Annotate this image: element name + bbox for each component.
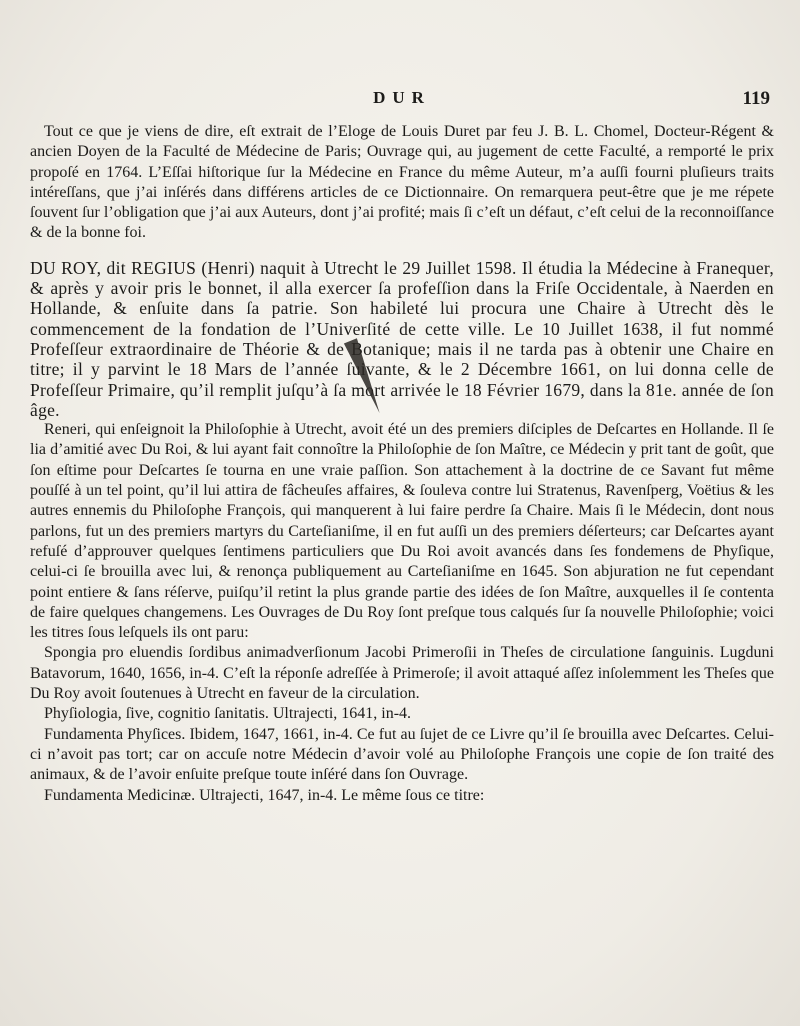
work-spongia: Spongia pro eluendis ſordibus animadverſionum Jacobi Primeroſii in Theſes de circulatione ſanguinis. Lugduni Batavorum, 1640, 1656, in-4. C’eſt la réponſe adreſſée à Primeroſe; il avoit attaqué aſſez inſolemment les Theſes que Du Roy avoit ſoutenues à Utrecht en faveur de la circulation.: [30, 644, 774, 703]
entry-du-roy: DU ROY, dit REGIUS (Henri) naquit à Utrecht le 29 Juillet 1598. Il étudia la Médecine à Franequer, & après y avoir pris le bonnet, il alla exercer ſa profeſſion dans la Friſe Occidentale, à Naerden en Hollande, & enſuite dans ſa patrie. Son habileté lui procura une Chaire à Utrecht dès le commencement de la fondation de l’Univerſité de cette ville. Le 10 Juillet 1638, il fut nommé Profeſſeur extraordinaire de Théorie & de Botanique; mais il ne tarda pas à obtenir une Chaire en titre; il y parvint le 18 Mars de l’année ſuivante, & le 2 Décembre 1661, on lui donna celle de Profeſſeur Primaire, qu’il remplit juſqu’à ſa mort arrivée le 18 Février 1679, dans la 81e. année de ſon âge.: [30, 257, 774, 420]
running-head: [30, 88, 774, 116]
work-physiologia: Phyſiologia, ſive, cognitio ſanitatis. Ultrajecti, 1641, in-4.: [44, 705, 412, 723]
work-fundamenta-medicinae: Fundamenta Medicinæ. Ultrajecti, 1647, in-4. Le même ſous ce titre:: [44, 786, 485, 804]
paragraph-eloge-source: Tout ce que je viens de dire, eſt extrait de l’Eloge de Louis Duret par feu J. B. L. Chomel, Docteur-Régent & ancien Doyen de la Faculté de Médecine de Paris; Ouvrage qui, au jugement de cette Faculté, a remporté le prix propoſé en 1764. L’Eſſai hiſtorique ſur la Médecine en France du même Auteur, m’a auſſi fourni pluſieurs traits intéreſſans, que j’ai inſérés dans différens articles de ce Dictionnaire. On remarquera peut-être que je me répete ſouvent ſur l’obligation que j’ai aux Auteurs, dont j’ai profité; mais ſi c’eſt un défaut, c’eſt celui de la reconnoiſſance & de la bonne foi.: [30, 123, 774, 242]
entry-separator: [30, 244, 774, 258]
work-fundamenta-physices: Fundamenta Phyſices. Ibidem, 1647, 1661, in-4. Ce fut au ſujet de ce Livre qu’il ſe brouilla avec Deſcartes. Celui-ci n’avoit pas tort; car on accuſe notre Médecin d’avoir volé au Philoſophe François une copie de ſon traité des animaux, & de l’avoir enſuite preſque toute inſéré dans ſon Ouvrage.: [30, 725, 774, 784]
paragraph-reneri: Reneri, qui enſeignoit la Philoſophie à Utrecht, avoit été un des premiers diſciples de Deſcartes en Hollande. Il ſe lia d’amitié avec Du Roi, & lui ayant fait connoître la Philoſophie de ſon Maître, ce Médecin y prit tant de goût, que ſon eſtime pour Deſcartes ſe tourna en une vraie paſſion. Son attachement à la doctrine de ce Savant fut même pouſſé à un tel point, qu’il lui attira de fâcheuſes affaires, & ſouleva contre lui Stratenus, Ravenſperg, Voëtius & les autres ennemis du Philoſophe François, qui manquerent à lui faire perdre ſa Chaire. Mais ſi le Médecin, dont nous parlons, fut un des premiers martyrs du Carteſianiſme, il en fut auſſi un des premiers déſerteurs; car Deſcartes ayant refuſé d’approuver quelques ſentimens particuliers que Du Roi avoit avancés dans ſes fondemens de Phyſique, celui-ci ſe brouilla avec lui, & renonça publiquement au Carteſianiſme en 1645. Son abjuration ne fut cependant point entiere & ſans réſerve, puiſqu’il retint la plus grande partie des idées de ſon Maître, auxquelles il ſe contenta de faire quelques changemens. Les Ouvrages de Du Roy ſont preſque tous calqués ſur ſa nouvelle Philoſophie; voici les titres ſous leſquels ils ont paru:: [30, 421, 774, 642]
running-title: DUR: [373, 88, 431, 107]
page-number: 119: [742, 88, 770, 109]
